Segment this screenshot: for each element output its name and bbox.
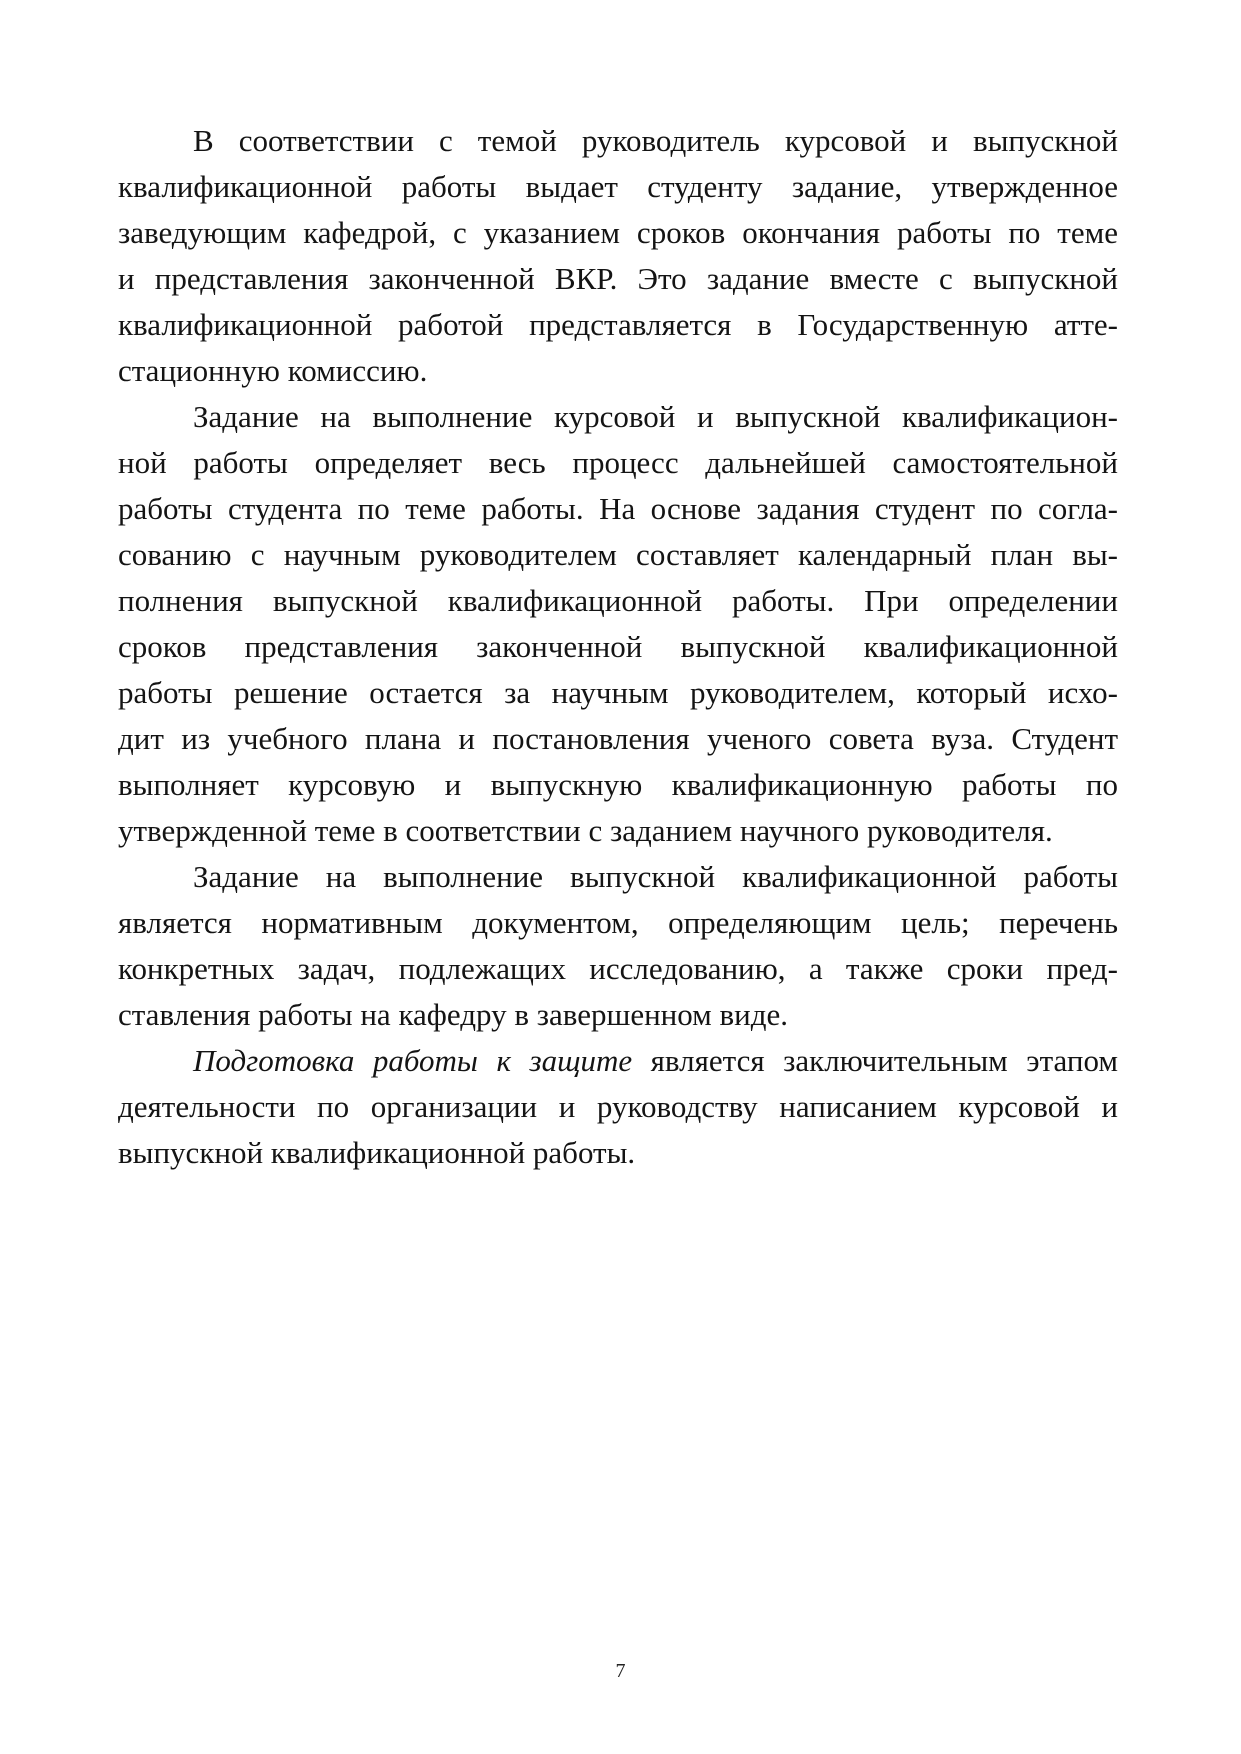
- paragraph-2-line-6: сроков представления законченной выпускной квалификационной: [118, 629, 1118, 664]
- paragraph-3-line-1: Задание на выполнение выпускной квалификационной работы: [193, 859, 1118, 894]
- paragraph-3-line-3: конкретных задач, подлежащих исследованию, а также сроки пред-: [118, 951, 1118, 986]
- paragraph-1-line-2: квалификационной работы выдает студенту задание, утвержденное: [118, 169, 1118, 204]
- paragraph-3: [118, 854, 1118, 1038]
- paragraph-2: [118, 394, 1118, 854]
- paragraph-2-line-2: ной работы определяет весь процесс дальнейшей самостоятельной: [118, 445, 1118, 480]
- paragraph-2-line-3: работы студента по теме работы. На основе задания студент по согла-: [118, 491, 1118, 526]
- page-number: 7: [615, 1660, 626, 1682]
- paragraph-1-line-4: и представления законченной ВКР. Это задание вместе с выпускной: [118, 261, 1118, 296]
- paragraph-1-line-3: заведующим кафедрой, с указанием сроков окончания работы по теме: [118, 215, 1118, 250]
- paragraph-3-line-2: является нормативным документом, определяющим цель; перечень: [118, 905, 1118, 940]
- paragraph-1-line-1: В соответствии с темой руководитель курсовой и выпускной: [193, 123, 1118, 158]
- paragraph-1-line-6: стационную комиссию.: [118, 353, 428, 388]
- page-body: [118, 118, 1118, 1176]
- paragraph-2-line-10: утвержденной теме в соответствии с заданием научного руководителя.: [118, 813, 1053, 848]
- paragraph-3-line-4: ставления работы на кафедру в завершенном виде.: [118, 997, 789, 1032]
- paragraph-4-line-1-rest: является заключительным этапом: [632, 1043, 1118, 1078]
- paragraph-4-line-3: выпускной квалификационной работы.: [118, 1135, 636, 1170]
- paragraph-1: [118, 118, 1118, 394]
- paragraph-4: [118, 1038, 1118, 1176]
- paragraph-2-line-7: работы решение остается за научным руководителем, который исхо-: [118, 675, 1118, 710]
- paragraph-2-line-9: выполняет курсовую и выпускную квалификационную работы по: [118, 767, 1118, 802]
- paragraph-2-line-1: Задание на выполнение курсовой и выпускной квалификацион-: [193, 399, 1118, 434]
- paragraph-2-line-5: полнения выпускной квалификационной работы. При определении: [118, 583, 1118, 618]
- paragraph-4-line-1: [118, 1038, 1118, 1084]
- italic-term: Подготовка работы к защите: [193, 1043, 633, 1078]
- paragraph-2-line-8: дит из учебного плана и постановления ученого совета вуза. Студент: [118, 721, 1118, 756]
- paragraph-2-line-4: сованию с научным руководителем составляет календарный план вы-: [118, 537, 1118, 572]
- paragraph-1-line-5: квалификационной работой представляется в Государственную атте-: [118, 307, 1118, 342]
- paragraph-4-line-2: деятельности по организации и руководству написанием курсовой и: [118, 1089, 1118, 1124]
